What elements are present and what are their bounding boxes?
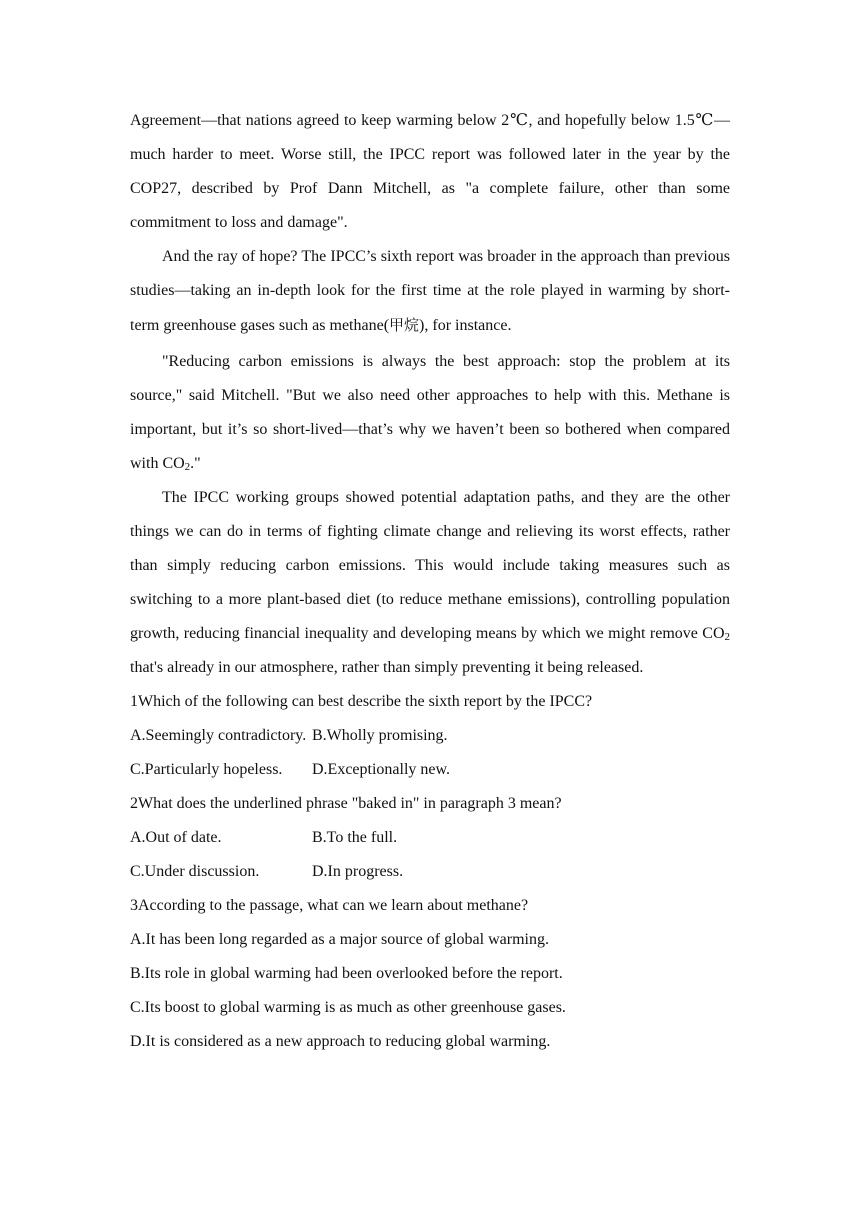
co2-subscript: 2 [184,461,191,473]
question-2-option-b[interactable]: B.To the full. [312,829,398,846]
paragraph-3-text-end: ." [190,455,201,472]
paragraph-4-text: The IPCC working groups showed potential adaptation paths, and they are the other things we can do in terms of fighting climate change and relieving its worst effects, rather than simply reducing carbon emissions. This would include taking measures such as switching to a more plant-based diet (to reduce methane emissions), controlling population growth, reducing financial inequality and developing means by which we might remove CO [130,489,730,642]
document-page [130,104,730,1059]
question-3-stem: 3According to the passage, what can we learn about methane? [130,897,529,914]
paragraph-4-text-end: that's already in our atmosphere, rather than simply preventing it being released. [130,659,644,676]
paragraph-3-text: "Reducing carbon emissions is always the best approach: stop the problem at its source," said Mitchell. "But we also need other approaches to help with this. Methane is important, but it’s so short-lived—that’s why we haven’t been so bothered when compared with CO [130,353,730,472]
question-3-option-b[interactable]: B.Its role in global warming had been overlooked before the report. [130,965,563,982]
passage-paragraph-4 [130,481,730,685]
question-1-option-a[interactable]: A.Seemingly contradictory. [130,727,307,744]
question-3-option-d[interactable]: D.It is considered as a new approach to reducing global warming. [130,1033,551,1050]
question-1-option-c[interactable]: C.Particularly hopeless. [130,761,283,778]
question-1-stem: 1Which of the following can best describe the sixth report by the IPCC? [130,693,593,710]
methane-chinese-gloss: 甲烷 [389,316,420,334]
passage-paragraph-3 [130,345,730,481]
question-2-option-c[interactable]: C.Under discussion. [130,863,260,880]
paragraph-2-text: And the ray of hope? The IPCC’s sixth report was broader in the approach than previous studies—taking an in-depth look for the first time at the role played in warming by short-term greenhouse gases such as methane( [130,248,730,334]
question-2-option-d[interactable]: D.In progress. [312,863,404,880]
passage-paragraph-1: Agreement—that nations agreed to keep warming below 2℃, and hopefully below 1.5℃—much harder to meet. Worse still, the IPCC report was followed later in the year by the COP27, described by Prof Dann Mitchell, as "a complete failure, other than some commitment to loss and damage". [130,112,730,231]
question-1-options-row-1 [130,719,730,753]
question-3-option-a[interactable]: A.It has been long regarded as a major source of global warming. [130,931,549,948]
question-2-options-row-2 [130,855,730,889]
question-1-option-d[interactable]: D.Exceptionally new. [312,761,451,778]
question-3-option-c[interactable]: C.Its boost to global warming is as much as other greenhouse gases. [130,999,566,1016]
question-2-options-row-1 [130,821,730,855]
paragraph-2-text-end: ), for instance. [419,317,512,334]
question-1-options-row-2 [130,753,730,787]
co2-subscript: 2 [724,631,730,643]
question-2-stem: 2What does the underlined phrase "baked in" in paragraph 3 mean? [130,795,562,812]
passage-paragraph-2 [130,240,730,343]
question-2-option-a[interactable]: A.Out of date. [130,829,222,846]
question-1-option-b[interactable]: B.Wholly promising. [312,727,448,744]
